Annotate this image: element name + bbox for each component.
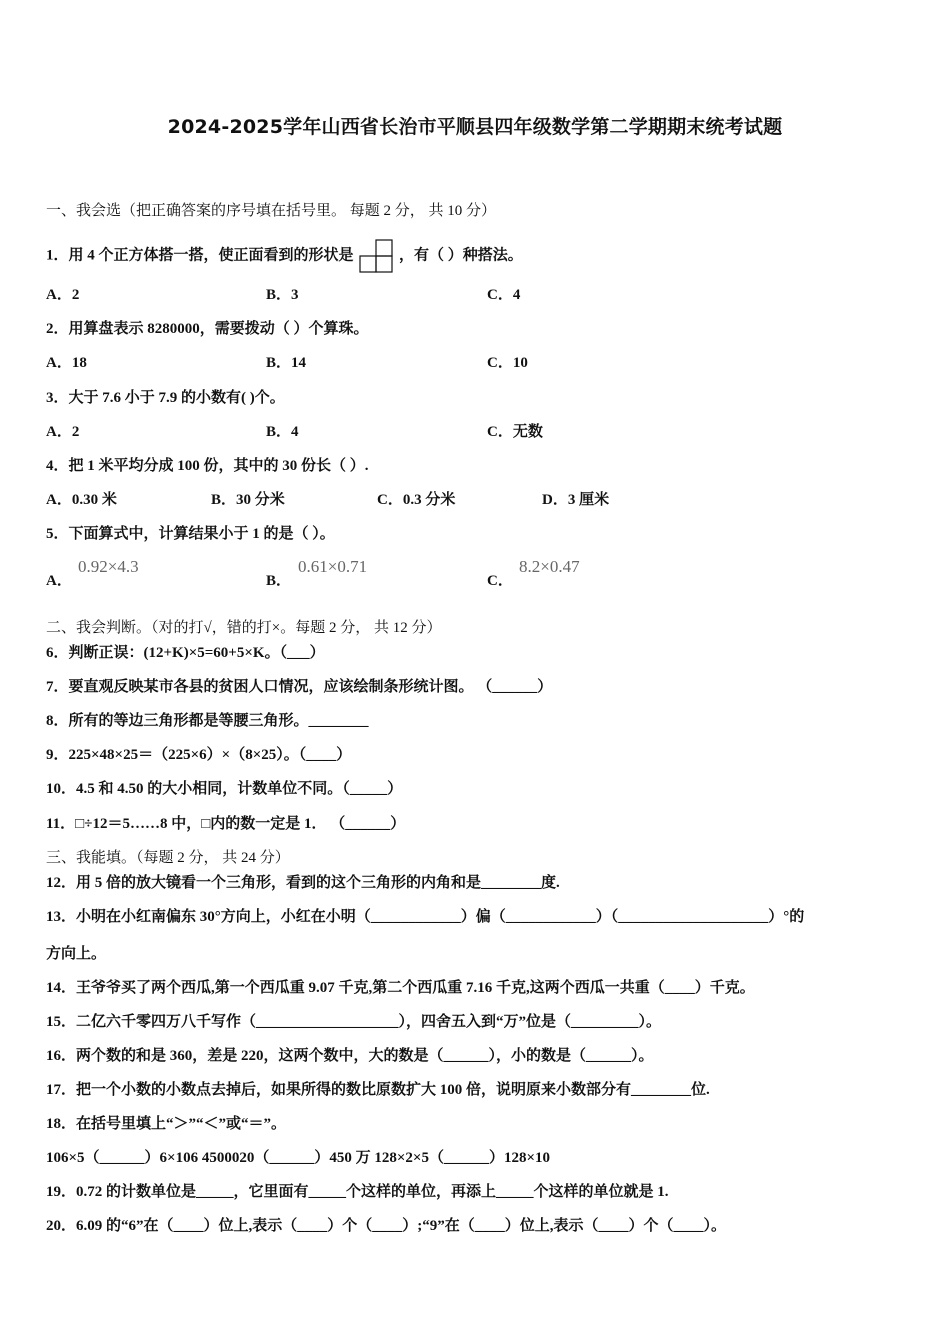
question-1-text-end: ，有（ ）种搭法。 bbox=[399, 247, 523, 264]
section-heading-fill: 三、我能填。（每题 2 分， 共 24 分） bbox=[46, 850, 290, 866]
question-19: 19．0.72 的计数单位是_____，它里面有_____个这样的单位，再添上_____个这样的单位就是 1. bbox=[46, 1184, 669, 1200]
question-9: 9．225×48×25＝（225×6）×（8×25）。（____） bbox=[46, 747, 352, 763]
question-4: 4．把 1 米平均分成 100 份，其中的 30 份长（ ）. bbox=[46, 458, 369, 474]
question-17: 17．把一个小数的小数点去掉后，如果所得的数比原数扩大 100 倍，说明原来小数部分有________位. bbox=[46, 1082, 710, 1098]
q5-option-a-label: A． bbox=[46, 573, 72, 589]
section-heading-judge: 二、我会判断。（对的打√，错的打×。每题 2 分， 共 12 分） bbox=[46, 620, 442, 636]
q1-option-a: A．2 bbox=[46, 287, 80, 303]
question-11: 11．□÷12＝5……8 中，□内的数一定是 1． （______） bbox=[46, 816, 406, 832]
q2-option-c: C．10 bbox=[487, 355, 528, 371]
q3-option-a: A．2 bbox=[46, 424, 80, 440]
question-12: 12．用 5 倍的放大镜看一个三角形，看到的这个三角形的内角和是________度. bbox=[46, 875, 560, 891]
question-20: 20．6.09 的“6”在（____）位上,表示（____）个（____）;“9”在（____）位上,表示（____）个（____）。 bbox=[46, 1218, 726, 1234]
question-6: 6．判断正误：(12+K)×5=60+5×K。（___） bbox=[46, 645, 325, 661]
q1-option-c: C．4 bbox=[487, 287, 521, 303]
q3-option-b: B．4 bbox=[266, 424, 299, 440]
q4-option-a: A．0.30 米 bbox=[46, 492, 117, 508]
question-10: 10．4.5 和 4.50 的大小相同，计数单位不同。（_____） bbox=[46, 781, 403, 797]
question-15: 15．二亿六千零四万八千写作（___________________），四舍五入到“万”位是（_________）。 bbox=[46, 1014, 662, 1030]
question-18-comparisons: 106×5（______）6×106 4500020（______）450 万 128×2×5（______）128×10 bbox=[46, 1150, 550, 1166]
question-3: 3．大于 7.6 小于 7.9 的小数有( )个。 bbox=[46, 390, 285, 406]
question-13: 13．小明在小红南偏东 30°方向上，小红在小明（____________）偏（____________）（____________________）°的 bbox=[46, 909, 805, 925]
q1-option-b: B．3 bbox=[266, 287, 299, 303]
question-8: 8．所有的等边三角形都是等腰三角形。________ bbox=[46, 713, 369, 729]
section-heading-choice: 一、我会选（把正确答案的序号填在括号里。 每题 2 分， 共 10 分） bbox=[46, 203, 497, 219]
question-7: 7．要直观反映某市各县的贫困人口情况，应该绘制条形统计图。 （______） bbox=[46, 679, 553, 695]
q4-option-d: D．3 厘米 bbox=[542, 492, 610, 508]
question-18: 18．在括号里填上“＞”“＜”或“＝”。 bbox=[46, 1116, 287, 1132]
question-5: 5．下面算式中，计算结果小于 1 的是（ ）。 bbox=[46, 526, 335, 542]
q5-option-c-label: C． bbox=[487, 573, 513, 589]
question-13-continued: 方向上。 bbox=[46, 946, 107, 962]
l-shaped-blocks-icon bbox=[359, 239, 393, 273]
page-title: 2024-2025学年山西省长治市平顺县四年级数学第二学期期末统考试题 bbox=[167, 116, 783, 138]
question-16: 16．两个数的和是 360，差是 220，这两个数中，大的数是（______），小的数是（______）。 bbox=[46, 1048, 654, 1064]
q2-option-b: B．14 bbox=[266, 355, 307, 371]
question-14: 14．王爷爷买了两个西瓜,第一个西瓜重 9.07 千克,第二个西瓜重 7.16 千克,这两个西瓜一共重（____）千克。 bbox=[46, 980, 755, 996]
question-2: 2．用算盘表示 8280000，需要拨动（ ）个算珠。 bbox=[46, 321, 369, 337]
q5-option-c-expression: 8.2×0.47 bbox=[519, 557, 580, 576]
q4-option-b: B．30 分米 bbox=[211, 492, 285, 508]
q5-option-b-expression: 0.61×0.71 bbox=[298, 557, 368, 576]
q5-option-b-label: B． bbox=[266, 573, 292, 589]
question-1 bbox=[46, 239, 523, 273]
q2-option-a: A．18 bbox=[46, 355, 87, 371]
q3-option-c: C．无数 bbox=[487, 424, 543, 440]
question-1-text: 1．用 4 个正方体搭一搭，使正面看到的形状是 bbox=[46, 247, 354, 264]
q4-option-c: C．0.3 分米 bbox=[377, 492, 456, 508]
q5-option-a-expression: 0.92×4.3 bbox=[78, 557, 139, 576]
